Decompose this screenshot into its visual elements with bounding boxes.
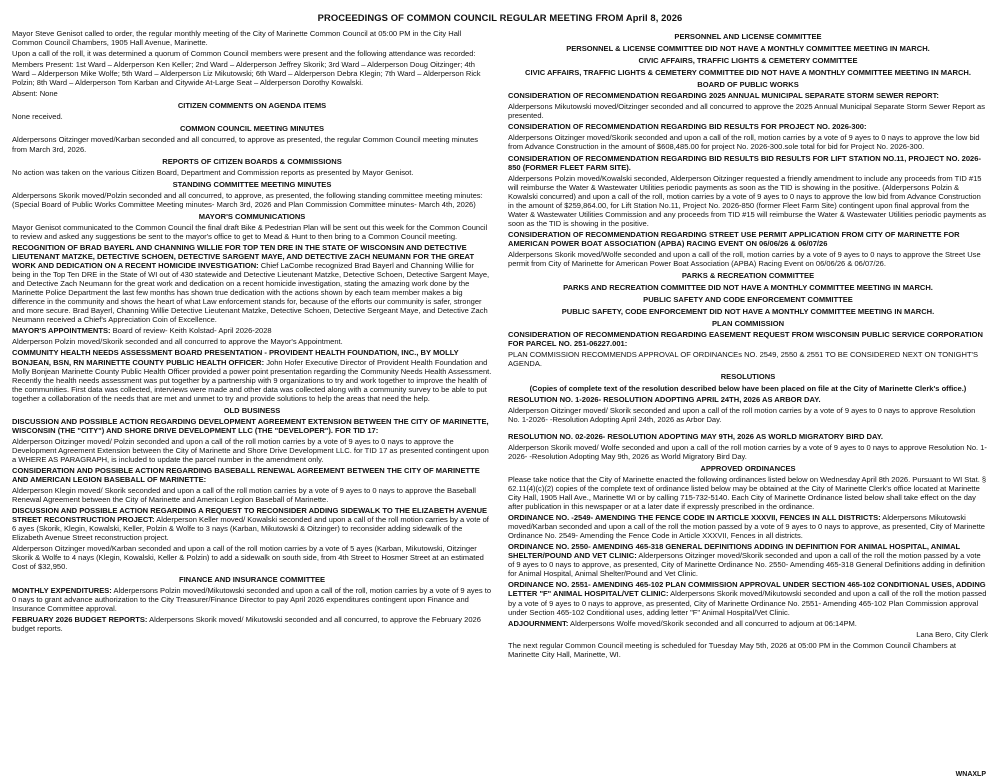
heading-citizen-comments: CITIZEN COMMENTS ON AGENDA ITEMS bbox=[177, 101, 327, 111]
clerk-signature: Lana Bero, City Clerk bbox=[916, 629, 988, 639]
publication-tag: WNAXLP bbox=[955, 771, 986, 778]
ordinances-notice: Please take notice that the City of Marinette enacted the following ordinances listed below on Wednesday April 8th 2026. Pursuant to WI Stat. § 62.11(4)(c)(2) copies of the complete text of ordinance listed below may be obtained at the City of Marinette Clerk's office located at Marinette City Hall, 1905 Hall Ave., Marinette WI or by calling 715-732-5140. Each City of Marinette Ordinance listed below shall take effect on the day after publication in this newspaper or at a later date if expressly prescribed in the ordinance. bbox=[508, 474, 987, 512]
resolution-2-heading: RESOLUTION NO. 02-2026- RESOLUTION ADOPTING MAY 9TH, 2026 AS WORLD MIGRATORY BIRD DAY. bbox=[508, 431, 884, 441]
adjournment: ADJOURNMENT: Alderpersons Wolfe moved/Skorik seconded and all concurred to adjourn at 06:14PM. bbox=[508, 618, 857, 628]
call-to-order: Mayor Steve Genisot called to order, the regular monthly meeting of the City of Marinette Common Council at 05:00 PM in the City Hall Common Council Chambers, 1905 Hall Avenue, Marinette. bbox=[12, 29, 462, 48]
recognition-item: RECOGNITION OF BRAD BAYERL AND CHANNING WILLIE FOR TOP TEN DRE IN THE STATE OF WISCONSIN AND DETECTIVE LIEUTENANT MATZKE, DETECTIVE SCHOEN, DETECTIVE SARGENT MAYE, AND DETECTIVE ZACH NEUMANN FOR THE GREAT WORK AND DEDICATION ON A RECENT HOMICIDE INVESTIGATION: Chief LaCombe recognized Brad Bayerl and Channing Willie for being in the Top Ten DRE in the State of WI out of 430 statewide and Detective Lieutenant Matzke, Detective Schoen, Detective Sargent Maye, and Detective Zach Neumann for the great work and dedication on a recent homicide investigation, stating the amazing work done by the Marinette Police Department the last few months has shown true dedication with the actions shown by each team member makes a big difference in the community and shows the heart of what Law enforcement stands for, because of the efforts our community is safer, stronger and more secure. Brad Bayerl, Channing Willie Detective Lieutenant Matzke, Detective Schoen, Detective Sergeant Maye, and Detective Zach Neumann received a Chief's Appreciation Coin of Excellence. bbox=[12, 242, 490, 325]
heading-parks: PARKS & RECREATION COMMITTEE bbox=[681, 271, 815, 281]
parks-no-meeting: PARKS AND RECREATION COMMITTEE DID NOT HAVE A MONTHLY COMMITTEE MEETING IN MARCH. bbox=[563, 283, 933, 293]
left-column bbox=[12, 29, 492, 661]
standing-committee-text: Alderpersons Skorik moved/Polzin seconded and all concurred, to approve, as presented, the following standing committee meeting minutes: (Special Board of Public Works Committee Meeting minutes- March 3rd, 2026 and Plan Commission Committee minutes- March 4th, 2026) bbox=[12, 190, 483, 209]
monthly-expenditures: MONTHLY EXPENDITURES: Alderpersons Polzin moved/Mikutowski seconded and upon a call of the roll, motion carries by a vote of 9 ayes to 0 nays to grant advance authorization to the City Treasurer/Finance Director to pay April 2026 expenditures contingent upon Finance and Insurance Committee approval. bbox=[12, 585, 492, 613]
plan-commission-recommendation: PLAN COMMISSION RECOMMENDS APPROVAL OF ORDINANCEs NO. 2549, 2550 & 2551 TO BE CONSIDERED NEXT ON TONIGHT'S AGENDA. bbox=[508, 350, 979, 369]
easement-heading: CONSIDERATION OF RECOMMENDATION REGARDING EASEMENT REQUEST FROM WISCONSIN PUBLIC SERVICE CORPORATION FOR PARCEL NO. 251-06227.001: bbox=[508, 330, 983, 349]
street-use-motion: Alderpersons Skorik moved/Wolfe seconded and upon a call of the roll, motion carries by a vote of 9 ayes to 0 nays to approve the Street Use permit from City of Marinette for American Power Boat Association (APBA) Racing Event on 06/06/26 & 06/07/26. bbox=[508, 249, 981, 269]
heading-old-business: OLD BUSINESS bbox=[223, 405, 281, 415]
health-assessment-item: COMMUNITY HEALTH NEEDS ASSESSMENT BOARD PRESENTATION - PROVIDENT HEALTH FOUNDATION, INC., BY MOLLY BONJEAN, BSN, RN MARINETTE COUNTY PUBLIC HEALTH OFFICER: John Hofer Executive Director of Provident Health Foundation and Molly Bonjean Marinette County Public Health Officer provided a power point presentation regarding the Community Needs Health Assessment. Recently the health needs assessment was put together by a partnership with 9 organizations to try and work together to improve the health of the communities. First data was collected, interviews were made and other data was collected along with a community survey to be able to put together a collaboration of the needs that are met and unmet to try and provide solutions to help the areas that need the help. bbox=[12, 348, 492, 403]
heading-resolutions: RESOLUTIONS bbox=[720, 371, 776, 381]
budget-reports: FEBRUARY 2026 BUDGET REPORTS: Alderpersons Skorik moved/ Mikutowski seconded and all concurred, to approve the February 2026 budget reports. bbox=[12, 614, 481, 633]
heading-citizen-boards: REPORTS OF CITIZEN BOARDS & COMMISSIONS bbox=[162, 156, 342, 166]
lift-station-heading: CONSIDERATION OF RECOMMENDATION REGARDING BID RESULTS BID RESULTS FOR LIFT STATION NO.11, PROJECT NO. 2026-850 (FORMER FLEET FARM SITE). bbox=[508, 153, 981, 172]
resolution-1-heading: RESOLUTION NO. 1-2026- RESOLUTION ADOPTING APRIL 24TH, 2026 AS ARBOR DAY. bbox=[508, 394, 821, 404]
development-agreement-motion: Alderperson Oitzinger moved/ Polzin seconded and upon a call of the roll motion carries by a vote of 9 ayes to 0 nays to approve the Development Agreement Extension between the City of Marinette and Shore Drive Development LLC. for TID 17 as presented contingent upon a WHERE AS PARAGRAPH, is included to update the parcel number in the amendment only. bbox=[12, 436, 489, 464]
heading-civic-affairs: CIVIC AFFAIRS, TRAFFIC LIGHTS & CEMETERY COMMITTEE bbox=[638, 56, 858, 66]
personnel-no-meeting: PERSONNEL & LICENSE COMMITTEE DID NOT HAVE A MONTHLY COMMITTEE MEETING IN MARCH. bbox=[566, 44, 930, 54]
ordinance-2550: ORDINANCE NO. 2550- AMENDING 465-318 GENERAL DEFINITIONS ADDING IN DEFINITION FOR ANIMAL HOSPITAL, ANIMAL SHELTER/POUND AND VET CLINIC: Alderpersons Oitzinger moved/Skorik seconded and upon a call of the roll the motion passed by a vote of 9 ayes to 0 nays to approve, as presented, City of Marinette Ordinance No. 2550- Amending 465-318 General Definitions adding in definition for Animal Hospital, Animal Shelter/Pound and Vet Clinic. bbox=[508, 542, 986, 579]
baseball-agreement-heading: CONSIDERATION AND POSSIBLE ACTION REGARDING BASEBALL RENEWAL AGREEMENT BETWEEN THE CITY OF MARINETTE AND AMERICAN LEGION BASEBALL OF MARINETTE: bbox=[12, 466, 480, 485]
citizen-comments-text: None received. bbox=[12, 112, 63, 122]
members-present: Members Present: 1st Ward – Alderperson Ken Keller; 2nd Ward – Alderperson Jeffrey Skorik; 3rd Ward – Alderperson Doug Oitzinger; 4th Ward – Alderperson Mike Wolfe; 5th Ward – Alderperson Liz Mikutowski; 6th Ward – Alderperson Debra Klegin; 7th Ward – Alderperson Rick Polzin; 8th Ward – Alderperson Tom Karban and Citywide At-Large Seat – Alderperson Dorothy Kowalski. bbox=[12, 60, 481, 88]
heading-finance-committee: FINANCE AND INSURANCE COMMITTEE bbox=[178, 574, 326, 584]
resolution-2-motion: Alderperson Skorik moved/ Wolfe seconded and upon a call of the roll motion carries by a vote of 9 ayes to 0 nays to approve Resolution No. 1-2026- -Resolution Adopting May 9th, 2026 as World Migratory Bird Day. bbox=[508, 442, 987, 461]
roll-call: Upon a call of the roll, it was determined a quorum of Common Council members were present and the following attendance was recorded: bbox=[12, 49, 476, 59]
sidewalk-reconsider-item: DISCUSSION AND POSSIBLE ACTION REGARDING A REQUEST TO RECONSIDER ADDING SIDEWALK TO THE ELIZABETH AVENUE STREET RECONSTRUCTION PROJECT: Alderperson Keller moved/ Kowalski seconded and upon a call of the roll motion carries by a vote of 6 ayes (Skorik, Klegin, Kowalski, Keller, Polzin & Wolfe to 3 nays (Karban, Mikutowski & Oitzinger) to reconsider adding sidewalk of the Elizabeth Avenue Street reconstruction project. bbox=[12, 506, 489, 543]
heading-personnel-committee: PERSONNEL AND LICENSE COMMITTEE bbox=[674, 32, 822, 41]
development-agreement-heading: DISCUSSION AND POSSIBLE ACTION REGARDING DEVELOPMENT AGREEMENT EXTENSION BETWEEN THE CITY OF MARINETTE, WISCONSIN (THE "CITY") AND SHORE DRIVE DEVELOPMENT LLC (THE "DEVELOPER"). FOR TID 17: bbox=[12, 416, 489, 435]
heading-public-works: BOARD OF PUBLIC WORKS bbox=[697, 80, 799, 90]
page-title: PROCEEDINGS OF COMMON COUNCIL REGULAR MEETING FROM April 8, 2026 bbox=[317, 12, 683, 23]
ordinance-2549: ORDINANCE NO. -2549- AMENDING THE FENCE CODE IN ARTICLE XXXVII, FENCES IN ALL DISTRICTS: Alderpersons Mikutowski moved/Karban seconded and upon a call of the roll the motion passed by a vote of 9 ayes to 0 nays to approve, as presented, City of Marinette Ordinance No. 2549- Amending the Fence Code in Article XXXVII, Fences in all districts. bbox=[508, 513, 986, 541]
storm-sewer-motion: Alderpersons Mikutowski moved/Oitzinger seconded and all concurred to approve the 2025 Annual Municipal Separate Storm Sewer Report as presented. bbox=[508, 102, 985, 121]
citizen-boards-text: No action was taken on the various Citizen Board, Department and Commission reports as presented by Mayor Genisot. bbox=[12, 167, 414, 177]
next-meeting: The next regular Common Council meeting is scheduled for Tuesday May 5th, 2026 at 05:00 PM in the Common Council Chambers at Marinette City Hall, Marinette, WI. bbox=[508, 640, 957, 659]
project-300-motion: Alderpersons Oitzinger moved/Skorik seconded and upon a call of the roll, motion carries by a vote of 9 ayes to 0 nays to approve the low bid from Advance Construction in the amount of $608,485.00 for project No. 2026-300.sole total for bid for Project No. 2026-300. bbox=[508, 133, 980, 152]
appointment-approval: Alderperson Polzin moved/Skorik seconded and all concurred to approve the Mayor's Appointment. bbox=[12, 337, 343, 347]
storm-sewer-heading: CONSIDERATION OF RECOMMENDATION REGARDING 2025 ANNUAL MUNICIPAL SEPARATE STORM SEWER REPORT: bbox=[508, 91, 939, 101]
public-safety-no-meeting: PUBLIC SAFETY, CODE ENFORCEMENT DID NOT HAVE A MONTHLY COMMITTEE MEETING IN MARCH. bbox=[561, 307, 935, 317]
council-minutes-text: Alderpersons Oitzinger moved/Karban seconded and all concurred, to approve as presented, the regular Common Council meeting minutes from March 3rd, 2026. bbox=[12, 135, 479, 154]
resolution-1-motion: Alderperson Oitzinger moved/ Skorik seconded and upon a call of the roll motion carries by a vote of 9 ayes to 0 nays to approve Resolution No. 1-2026- -Resolution Adopting April 24th, 2026 as Arbor Day. bbox=[508, 405, 976, 424]
right-column bbox=[508, 29, 988, 661]
street-use-heading: CONSIDERATION OF RECOMMENDATION REGARDING STREET USE PERMIT APPLICATION FROM CITY OF MARINETTE FOR AMERICAN POWER BOAT ASSOCIATION (APBA) RACING EVENT ON 06/06/26 & 06/07/26 bbox=[508, 229, 960, 248]
heading-approved-ordinances: APPROVED ORDINANCES bbox=[700, 463, 796, 473]
ordinance-2551: ORDINANCE NO. 2551- AMENDING 465-102 PLAN COMMISSION APPROVAL UNDER SECTION 465-102 CONDITIONAL USES, ADDING LETTER "F" ANIMAL HOSPITAL/VET CLINIC: Alderpersons Skorik moved/Mikutowski seconded and upon a call of the roll the motion passed by a vote of 9 ayes to 0 nays to approve, as presented, City of Marinette Ordinance No. 2551- Amending 465-102 Plan Commission approval under Section 465-102 Conditional uses, adding letter "F" Animal Hospital/Vet Clinic. bbox=[508, 580, 987, 617]
absent: Absent: None bbox=[12, 89, 58, 99]
heading-plan-commission: PLAN COMMISSION bbox=[711, 319, 785, 329]
lift-station-motion: Alderpersons Polzin moved/Kowalski seconded, Alderperson Oitzinger requested a friendly amendment to include any proceeds from TID #15 will reimburse the Water & Wastewater Utilities periodic payments as soon as the TID is showing in the positive. (Alderpersons Polzin & Kowalski concurred) and upon a call of the roll, motion carries by a vote of 9 ayes to 0 nays to approve the low bid from Advance Construction in the amount of $259,864.00, for Lift Station No.11, Project No. 2026-850 (former Fleet Farm Site) contingent upon final approval from the Water & Wastewater Utilities Commission and any proceeds from TID #15 will reimburse the Water & Wastewater Utilities periodic payments as soon as the TID is showing in the positive. bbox=[508, 173, 987, 228]
heading-standing-committee: STANDING COMMITTEE MEETING MINUTES bbox=[172, 179, 332, 189]
project-300-heading: CONSIDERATION OF RECOMMENDATION REGARDING BID RESULTS FOR PROJECT NO. 2026-300: bbox=[508, 122, 867, 132]
heading-council-minutes: COMMON COUNCIL MEETING MINUTES bbox=[179, 124, 325, 134]
heading-public-safety: PUBLIC SAFETY AND CODE ENFORCEMENT COMMITTEE bbox=[643, 295, 853, 305]
mayors-communications-text: Mayor Genisot communicated to the Common Council the final draft Bike & Pedestrian Plan will be sent out this week for the Common Council to review and asked any suggestions be sent to the mayor's office to get to Mead & Hunt to then bring to a Common Council meeting. bbox=[12, 222, 488, 241]
resolutions-note: (Copies of complete text of the resolution described below have been placed on file at the City of Marinette Clerk's office.) bbox=[529, 383, 967, 393]
civic-affairs-no-meeting: CIVIC AFFAIRS, TRAFFIC LIGHTS & CEMETERY COMMITTEE DID NOT HAVE A MONTHLY COMMITTEE MEETING IN MARCH. bbox=[525, 68, 971, 78]
sidewalk-motion: Alderperson Oitzinger moved/Karban seconded and upon a call of the roll motion carries by a vote of 5 ayes (Karban, Mikutowski, Oitzinger Skorik & Wolfe to 4 nays (Klegin, Kowalski, Keller & Polzin) to add a sidewalk on south side, from 4th Street to Hosmer Street at an estimated Cost of $32,950. bbox=[12, 544, 484, 572]
baseball-agreement-motion: Alderperson Klegin moved/ Skorik seconded and upon a call of the roll motion carries by a vote of 9 ayes to 0 nays to approve the Baseball Renewal Agreement between the City of Marinette and American Legion Baseball of Marinette. bbox=[12, 486, 476, 505]
mayors-appointments: MAYOR'S APPOINTMENTS: Board of review- Keith Kolstad- April 2026-2028 bbox=[12, 326, 272, 336]
heading-mayors-communications: MAYOR'S COMMUNICATIONS bbox=[198, 211, 306, 221]
